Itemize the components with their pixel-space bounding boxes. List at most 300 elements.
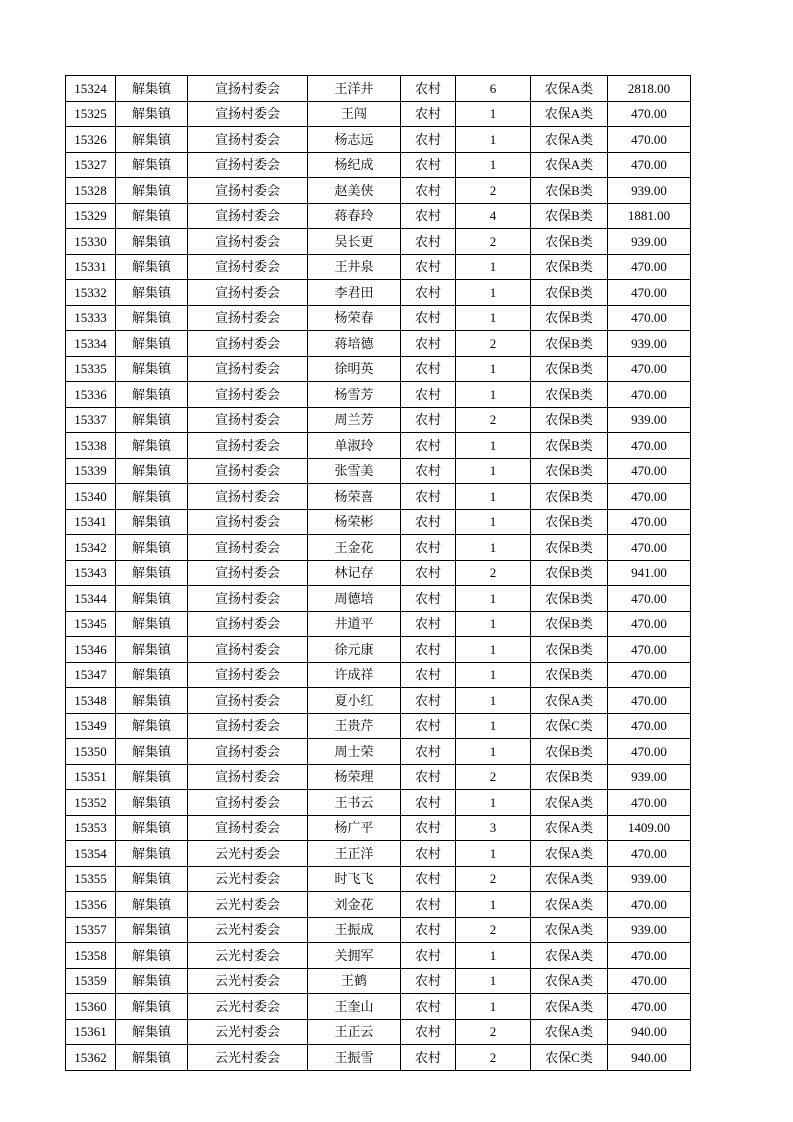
cell-town: 解集镇 <box>116 203 188 229</box>
cell-count: 1 <box>456 637 531 663</box>
cell-residence-type: 农村 <box>401 713 456 739</box>
cell-category: 农保A类 <box>531 943 608 969</box>
cell-residence-type: 农村 <box>401 739 456 765</box>
table-row <box>66 484 691 510</box>
cell-town: 解集镇 <box>116 815 188 841</box>
table-row <box>66 764 691 790</box>
cell-amount: 470.00 <box>608 127 691 153</box>
cell-amount: 470.00 <box>608 637 691 663</box>
cell-count: 1 <box>456 586 531 612</box>
cell-category: 农保A类 <box>531 968 608 994</box>
cell-village: 宣扬村委会 <box>188 331 308 357</box>
cell-amount: 939.00 <box>608 917 691 943</box>
cell-residence-type: 农村 <box>401 892 456 918</box>
table-row <box>66 1019 691 1045</box>
cell-village: 云光村委会 <box>188 841 308 867</box>
cell-count: 1 <box>456 356 531 382</box>
cell-residence-type: 农村 <box>401 458 456 484</box>
cell-village: 云光村委会 <box>188 968 308 994</box>
cell-id: 15324 <box>66 76 116 102</box>
cell-town: 解集镇 <box>116 611 188 637</box>
cell-village: 宣扬村委会 <box>188 815 308 841</box>
cell-category: 农保B类 <box>531 407 608 433</box>
cell-village: 云光村委会 <box>188 892 308 918</box>
table-row <box>66 331 691 357</box>
cell-category: 农保A类 <box>531 688 608 714</box>
cell-id: 15336 <box>66 382 116 408</box>
cell-id: 15340 <box>66 484 116 510</box>
cell-name: 杨雪芳 <box>308 382 401 408</box>
cell-village: 宣扬村委会 <box>188 229 308 255</box>
cell-village: 宣扬村委会 <box>188 254 308 280</box>
cell-village: 云光村委会 <box>188 1045 308 1071</box>
cell-category: 农保A类 <box>531 790 608 816</box>
table-row <box>66 790 691 816</box>
cell-name: 杨广平 <box>308 815 401 841</box>
cell-residence-type: 农村 <box>401 841 456 867</box>
cell-residence-type: 农村 <box>401 305 456 331</box>
cell-id: 15330 <box>66 229 116 255</box>
cell-town: 解集镇 <box>116 356 188 382</box>
cell-id: 15334 <box>66 331 116 357</box>
cell-category: 农保B类 <box>531 586 608 612</box>
cell-category: 农保B类 <box>531 203 608 229</box>
cell-count: 1 <box>456 509 531 535</box>
cell-count: 1 <box>456 484 531 510</box>
cell-town: 解集镇 <box>116 458 188 484</box>
cell-id: 15335 <box>66 356 116 382</box>
cell-id: 15359 <box>66 968 116 994</box>
cell-id: 15360 <box>66 994 116 1020</box>
cell-amount: 939.00 <box>608 866 691 892</box>
cell-village: 宣扬村委会 <box>188 127 308 153</box>
table-row <box>66 586 691 612</box>
cell-name: 周士荣 <box>308 739 401 765</box>
cell-count: 1 <box>456 662 531 688</box>
cell-residence-type: 农村 <box>401 637 456 663</box>
cell-id: 15345 <box>66 611 116 637</box>
cell-residence-type: 农村 <box>401 560 456 586</box>
cell-village: 云光村委会 <box>188 866 308 892</box>
cell-category: 农保A类 <box>531 917 608 943</box>
cell-id: 15356 <box>66 892 116 918</box>
cell-town: 解集镇 <box>116 586 188 612</box>
cell-count: 1 <box>456 152 531 178</box>
table-row <box>66 458 691 484</box>
cell-village: 宣扬村委会 <box>188 407 308 433</box>
cell-count: 1 <box>456 739 531 765</box>
cell-category: 农保B类 <box>531 662 608 688</box>
cell-amount: 470.00 <box>608 611 691 637</box>
cell-category: 农保B类 <box>531 305 608 331</box>
cell-amount: 939.00 <box>608 331 691 357</box>
table-row <box>66 892 691 918</box>
document-page <box>65 75 691 1071</box>
cell-name: 李君田 <box>308 280 401 306</box>
cell-town: 解集镇 <box>116 688 188 714</box>
cell-residence-type: 农村 <box>401 178 456 204</box>
cell-amount: 939.00 <box>608 407 691 433</box>
cell-village: 宣扬村委会 <box>188 203 308 229</box>
cell-name: 杨荣喜 <box>308 484 401 510</box>
cell-town: 解集镇 <box>116 1019 188 1045</box>
cell-amount: 2818.00 <box>608 76 691 102</box>
cell-count: 1 <box>456 994 531 1020</box>
cell-amount: 470.00 <box>608 790 691 816</box>
cell-count: 4 <box>456 203 531 229</box>
cell-id: 15348 <box>66 688 116 714</box>
cell-village: 宣扬村委会 <box>188 356 308 382</box>
table-row <box>66 178 691 204</box>
cell-town: 解集镇 <box>116 152 188 178</box>
cell-town: 解集镇 <box>116 382 188 408</box>
cell-count: 1 <box>456 433 531 459</box>
cell-town: 解集镇 <box>116 101 188 127</box>
cell-name: 周德培 <box>308 586 401 612</box>
cell-town: 解集镇 <box>116 892 188 918</box>
cell-amount: 470.00 <box>608 458 691 484</box>
table-row <box>66 356 691 382</box>
cell-category: 农保B类 <box>531 280 608 306</box>
cell-town: 解集镇 <box>116 305 188 331</box>
cell-count: 1 <box>456 790 531 816</box>
cell-town: 解集镇 <box>116 254 188 280</box>
cell-village: 宣扬村委会 <box>188 280 308 306</box>
cell-residence-type: 农村 <box>401 382 456 408</box>
cell-town: 解集镇 <box>116 280 188 306</box>
cell-residence-type: 农村 <box>401 535 456 561</box>
cell-amount: 470.00 <box>608 152 691 178</box>
cell-category: 农保B类 <box>531 611 608 637</box>
cell-village: 宣扬村委会 <box>188 76 308 102</box>
cell-category: 农保A类 <box>531 1019 608 1045</box>
cell-name: 单淑玲 <box>308 433 401 459</box>
cell-amount: 470.00 <box>608 662 691 688</box>
cell-id: 15337 <box>66 407 116 433</box>
cell-amount: 470.00 <box>608 254 691 280</box>
cell-count: 2 <box>456 560 531 586</box>
cell-name: 夏小红 <box>308 688 401 714</box>
cell-category: 农保B类 <box>531 178 608 204</box>
table-row <box>66 229 691 255</box>
cell-name: 杨纪成 <box>308 152 401 178</box>
cell-residence-type: 农村 <box>401 101 456 127</box>
table-row <box>66 535 691 561</box>
cell-category: 农保A类 <box>531 841 608 867</box>
cell-residence-type: 农村 <box>401 152 456 178</box>
cell-town: 解集镇 <box>116 433 188 459</box>
cell-amount: 470.00 <box>608 101 691 127</box>
cell-name: 周兰芳 <box>308 407 401 433</box>
table-row <box>66 382 691 408</box>
cell-residence-type: 农村 <box>401 254 456 280</box>
cell-town: 解集镇 <box>116 637 188 663</box>
cell-id: 15325 <box>66 101 116 127</box>
table-row <box>66 76 691 102</box>
cell-count: 2 <box>456 407 531 433</box>
table-row <box>66 101 691 127</box>
cell-name: 张雪美 <box>308 458 401 484</box>
cell-id: 15351 <box>66 764 116 790</box>
table-row <box>66 560 691 586</box>
cell-village: 宣扬村委会 <box>188 662 308 688</box>
cell-village: 宣扬村委会 <box>188 509 308 535</box>
cell-category: 农保B类 <box>531 509 608 535</box>
cell-id: 15350 <box>66 739 116 765</box>
cell-id: 15361 <box>66 1019 116 1045</box>
cell-village: 宣扬村委会 <box>188 535 308 561</box>
cell-count: 2 <box>456 229 531 255</box>
cell-residence-type: 农村 <box>401 433 456 459</box>
cell-count: 1 <box>456 382 531 408</box>
cell-count: 1 <box>456 254 531 280</box>
cell-id: 15362 <box>66 1045 116 1071</box>
cell-village: 宣扬村委会 <box>188 305 308 331</box>
cell-residence-type: 农村 <box>401 968 456 994</box>
cell-residence-type: 农村 <box>401 815 456 841</box>
cell-category: 农保B类 <box>531 739 608 765</box>
cell-town: 解集镇 <box>116 535 188 561</box>
cell-count: 1 <box>456 127 531 153</box>
cell-category: 农保B类 <box>531 535 608 561</box>
table-row <box>66 917 691 943</box>
cell-id: 15327 <box>66 152 116 178</box>
cell-name: 王振成 <box>308 917 401 943</box>
cell-village: 宣扬村委会 <box>188 790 308 816</box>
cell-category: 农保B类 <box>531 764 608 790</box>
cell-category: 农保B类 <box>531 331 608 357</box>
cell-amount: 470.00 <box>608 586 691 612</box>
cell-village: 宣扬村委会 <box>188 611 308 637</box>
cell-village: 宣扬村委会 <box>188 433 308 459</box>
cell-town: 解集镇 <box>116 764 188 790</box>
cell-count: 3 <box>456 815 531 841</box>
cell-category: 农保A类 <box>531 101 608 127</box>
cell-village: 宣扬村委会 <box>188 764 308 790</box>
cell-town: 解集镇 <box>116 841 188 867</box>
cell-amount: 470.00 <box>608 280 691 306</box>
cell-id: 15352 <box>66 790 116 816</box>
table-row <box>66 841 691 867</box>
cell-count: 2 <box>456 764 531 790</box>
cell-count: 2 <box>456 1045 531 1071</box>
cell-name: 王鹤 <box>308 968 401 994</box>
cell-category: 农保A类 <box>531 866 608 892</box>
cell-town: 解集镇 <box>116 739 188 765</box>
cell-id: 15344 <box>66 586 116 612</box>
cell-amount: 470.00 <box>608 713 691 739</box>
cell-count: 1 <box>456 280 531 306</box>
cell-count: 1 <box>456 688 531 714</box>
cell-residence-type: 农村 <box>401 229 456 255</box>
cell-amount: 470.00 <box>608 305 691 331</box>
cell-residence-type: 农村 <box>401 331 456 357</box>
cell-amount: 940.00 <box>608 1045 691 1071</box>
table-row <box>66 713 691 739</box>
cell-count: 1 <box>456 535 531 561</box>
table-row <box>66 815 691 841</box>
cell-name: 杨荣彬 <box>308 509 401 535</box>
cell-name: 蒋春玲 <box>308 203 401 229</box>
table-row <box>66 866 691 892</box>
cell-id: 15349 <box>66 713 116 739</box>
cell-id: 15338 <box>66 433 116 459</box>
cell-category: 农保C类 <box>531 713 608 739</box>
cell-count: 1 <box>456 892 531 918</box>
cell-residence-type: 农村 <box>401 1045 456 1071</box>
table-row <box>66 127 691 153</box>
cell-residence-type: 农村 <box>401 688 456 714</box>
cell-name: 王井泉 <box>308 254 401 280</box>
cell-town: 解集镇 <box>116 331 188 357</box>
cell-village: 宣扬村委会 <box>188 713 308 739</box>
cell-name: 王洋井 <box>308 76 401 102</box>
table-row <box>66 968 691 994</box>
cell-amount: 470.00 <box>608 968 691 994</box>
cell-name: 王金花 <box>308 535 401 561</box>
table-row <box>66 433 691 459</box>
cell-residence-type: 农村 <box>401 764 456 790</box>
cell-category: 农保B类 <box>531 458 608 484</box>
cell-amount: 470.00 <box>608 484 691 510</box>
cell-town: 解集镇 <box>116 484 188 510</box>
table-row <box>66 407 691 433</box>
cell-village: 云光村委会 <box>188 1019 308 1045</box>
cell-town: 解集镇 <box>116 968 188 994</box>
cell-town: 解集镇 <box>116 994 188 1020</box>
cell-name: 时飞飞 <box>308 866 401 892</box>
cell-town: 解集镇 <box>116 790 188 816</box>
cell-category: 农保B类 <box>531 484 608 510</box>
table-row <box>66 280 691 306</box>
cell-name: 吴长更 <box>308 229 401 255</box>
table-row <box>66 994 691 1020</box>
table-body <box>66 76 691 1071</box>
cell-id: 15346 <box>66 637 116 663</box>
table-row <box>66 1045 691 1071</box>
cell-count: 2 <box>456 1019 531 1045</box>
cell-id: 15331 <box>66 254 116 280</box>
cell-name: 杨荣理 <box>308 764 401 790</box>
cell-village: 宣扬村委会 <box>188 382 308 408</box>
cell-count: 2 <box>456 917 531 943</box>
cell-residence-type: 农村 <box>401 407 456 433</box>
cell-amount: 939.00 <box>608 764 691 790</box>
table-row <box>66 152 691 178</box>
cell-town: 解集镇 <box>116 1045 188 1071</box>
cell-id: 15353 <box>66 815 116 841</box>
cell-count: 1 <box>456 611 531 637</box>
cell-amount: 941.00 <box>608 560 691 586</box>
cell-residence-type: 农村 <box>401 866 456 892</box>
cell-amount: 1881.00 <box>608 203 691 229</box>
cell-village: 宣扬村委会 <box>188 152 308 178</box>
cell-id: 15326 <box>66 127 116 153</box>
cell-count: 1 <box>456 713 531 739</box>
cell-village: 宣扬村委会 <box>188 458 308 484</box>
cell-id: 15333 <box>66 305 116 331</box>
cell-town: 解集镇 <box>116 127 188 153</box>
cell-name: 蒋培德 <box>308 331 401 357</box>
cell-count: 1 <box>456 943 531 969</box>
cell-village: 宣扬村委会 <box>188 101 308 127</box>
cell-amount: 470.00 <box>608 688 691 714</box>
cell-residence-type: 农村 <box>401 943 456 969</box>
cell-category: 农保A类 <box>531 152 608 178</box>
cell-town: 解集镇 <box>116 866 188 892</box>
cell-name: 王正云 <box>308 1019 401 1045</box>
table-row <box>66 203 691 229</box>
cell-town: 解集镇 <box>116 560 188 586</box>
cell-village: 宣扬村委会 <box>188 688 308 714</box>
cell-category: 农保B类 <box>531 254 608 280</box>
cell-id: 15329 <box>66 203 116 229</box>
cell-residence-type: 农村 <box>401 484 456 510</box>
cell-id: 15355 <box>66 866 116 892</box>
table-row <box>66 637 691 663</box>
cell-category: 农保B类 <box>531 637 608 663</box>
cell-name: 杨志远 <box>308 127 401 153</box>
cell-count: 1 <box>456 458 531 484</box>
cell-residence-type: 农村 <box>401 509 456 535</box>
cell-category: 农保B类 <box>531 382 608 408</box>
cell-category: 农保A类 <box>531 994 608 1020</box>
cell-village: 宣扬村委会 <box>188 178 308 204</box>
cell-amount: 1409.00 <box>608 815 691 841</box>
cell-category: 农保A类 <box>531 815 608 841</box>
cell-count: 1 <box>456 101 531 127</box>
cell-name: 王奎山 <box>308 994 401 1020</box>
table-row <box>66 509 691 535</box>
cell-amount: 939.00 <box>608 178 691 204</box>
cell-amount: 470.00 <box>608 943 691 969</box>
cell-id: 15357 <box>66 917 116 943</box>
cell-name: 林记存 <box>308 560 401 586</box>
cell-id: 15347 <box>66 662 116 688</box>
cell-town: 解集镇 <box>116 509 188 535</box>
cell-name: 杨荣春 <box>308 305 401 331</box>
cell-amount: 470.00 <box>608 509 691 535</box>
cell-village: 宣扬村委会 <box>188 586 308 612</box>
cell-village: 宣扬村委会 <box>188 637 308 663</box>
cell-category: 农保A类 <box>531 76 608 102</box>
cell-town: 解集镇 <box>116 943 188 969</box>
cell-residence-type: 农村 <box>401 917 456 943</box>
cell-amount: 470.00 <box>608 892 691 918</box>
cell-residence-type: 农村 <box>401 790 456 816</box>
cell-village: 宣扬村委会 <box>188 739 308 765</box>
cell-name: 王振雪 <box>308 1045 401 1071</box>
cell-name: 王贵芹 <box>308 713 401 739</box>
cell-count: 1 <box>456 305 531 331</box>
cell-amount: 470.00 <box>608 739 691 765</box>
cell-category: 农保B类 <box>531 433 608 459</box>
cell-count: 2 <box>456 178 531 204</box>
cell-name: 刘金花 <box>308 892 401 918</box>
cell-name: 王正洋 <box>308 841 401 867</box>
cell-amount: 470.00 <box>608 994 691 1020</box>
cell-count: 1 <box>456 841 531 867</box>
cell-count: 1 <box>456 968 531 994</box>
cell-amount: 470.00 <box>608 382 691 408</box>
cell-village: 云光村委会 <box>188 943 308 969</box>
cell-village: 云光村委会 <box>188 994 308 1020</box>
cell-residence-type: 农村 <box>401 127 456 153</box>
cell-name: 王书云 <box>308 790 401 816</box>
cell-residence-type: 农村 <box>401 586 456 612</box>
cell-town: 解集镇 <box>116 407 188 433</box>
cell-category: 农保A类 <box>531 892 608 918</box>
